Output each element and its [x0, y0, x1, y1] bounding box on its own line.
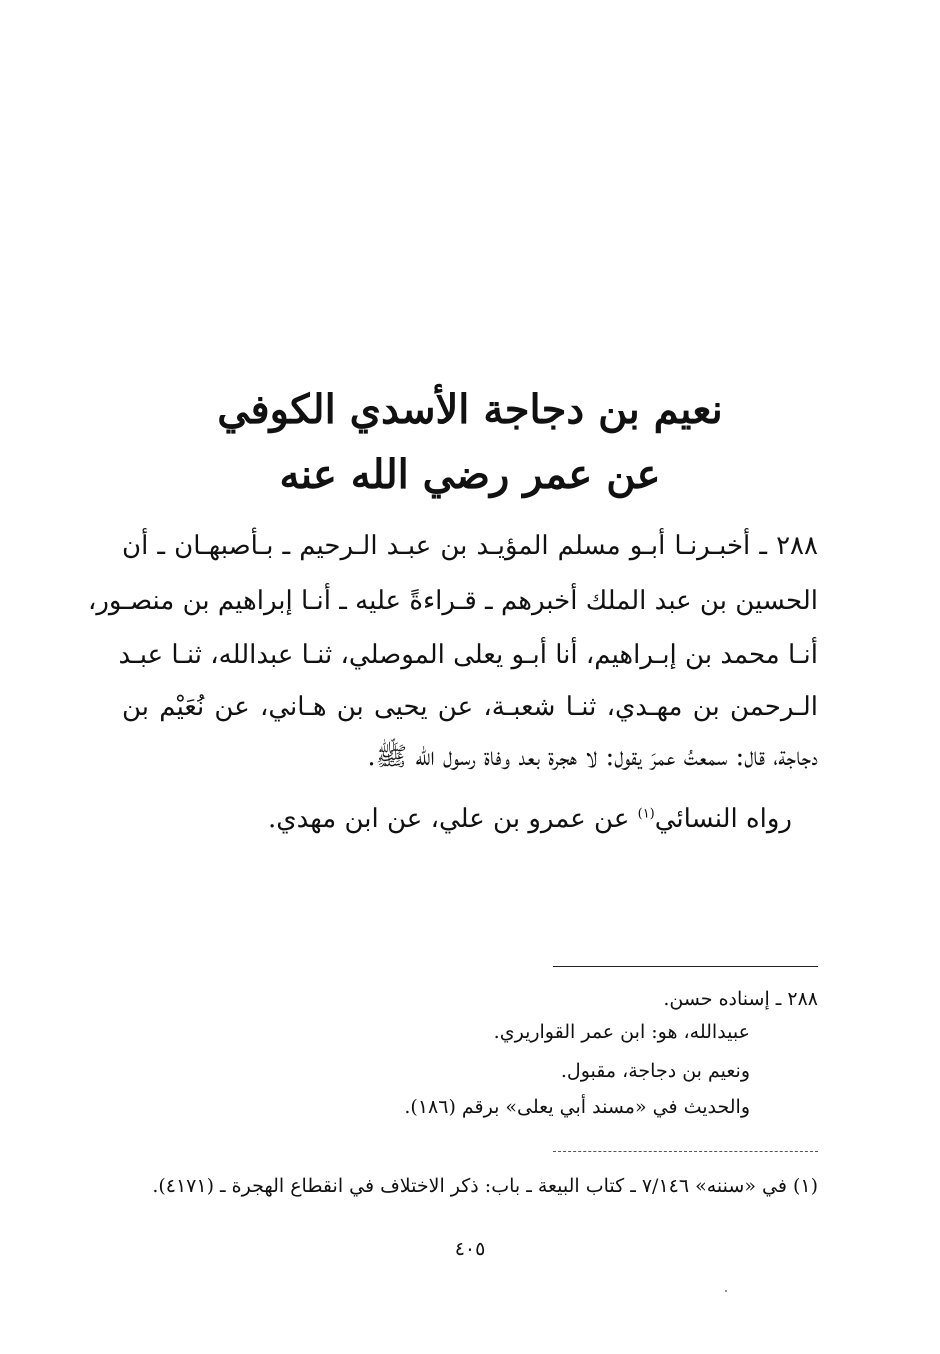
page-number: ٤٠٥	[454, 1238, 486, 1260]
chapter-title: نعيم بن دجاجة الأسدي الكوفي	[217, 386, 723, 433]
narration-note	[268, 806, 792, 832]
narration-text: رواه النسائي	[654, 804, 792, 834]
hadith-text-line: أنـا محمد بن إبـراهيم، أنا أبـو يعلى الموصلي، ثنـا عبدالله، ثنـا عبـد	[118, 640, 818, 670]
scan-speck	[725, 1290, 727, 1292]
footnote-marker: (١)	[637, 806, 655, 822]
isnad-note-line: ونعيم بن دجاجة، مقبول.	[560, 1060, 750, 1082]
isnad-note-line: ٢٨٨ ـ إسناده حسن.	[663, 988, 818, 1010]
isnad-note-line: عبيدالله، هو: ابن عمر القواريري.	[493, 1021, 750, 1043]
hadith-text-line: الحسين بن عبد الملك أخبرهم ـ قـراءةً عليه ـ أنـا إبراهيم بن منصـور،	[87, 586, 818, 616]
hadith-text-line: دجاجة، قال: سمعتُ عمرَ يقول: لا هجرة بعد وفاة رسول الله ﷺ.	[367, 742, 818, 772]
isnad-note-line: والحديث في «مسند أبي يعلى» برقم (١٨٦).	[404, 1096, 750, 1118]
hadith-text-line: الـرحمن بن مهـدي، ثنـا شعبـة، عن يحيى بن هـاني، عن نُعَيْم بن	[122, 692, 818, 722]
footnote-separator	[553, 966, 818, 967]
source-footnote: (١) في «سننه» ٧/١٤٦ ـ كتاب البيعة ـ باب: ذكر الاختلاف في انقطاع الهجرة ـ (٤١٧١).	[152, 1175, 818, 1197]
chapter-subtitle: عن عمر رضي الله عنه	[279, 451, 661, 498]
narration-text-continued: عن عمرو بن علي، عن ابن مهدي.	[268, 804, 638, 834]
hadith-text-line: ٢٨٨ ـ أخبـرنـا أبـو مسلم المؤيـد بن عبـد الـرحيم ـ بـأصبهـان ـ أن	[122, 531, 818, 561]
dashed-separator	[553, 1151, 818, 1152]
